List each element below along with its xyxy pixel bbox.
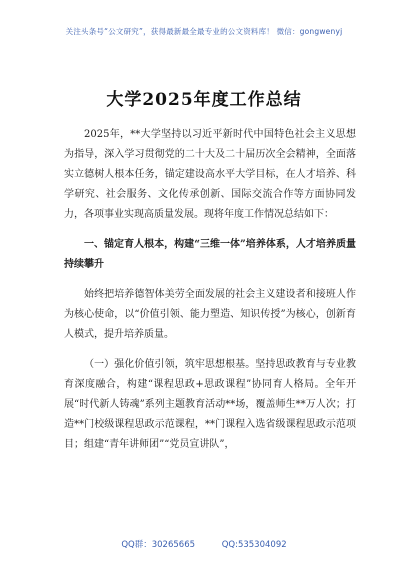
- footer-qq: QQ:535304092: [221, 540, 287, 550]
- header-note: 关注头条号“公文研究”，获得最新最全最专业的公文资料库！ 微信：gongwenyj: [65, 27, 343, 36]
- footer-qq-group: QQ群：30265665: [121, 540, 196, 550]
- subsection-1-paragraph: （一）强化价值引领，筑牢思想根基。坚持思政教育与专业教育深度融合，构建“课程思政+思政课程”协同育人格局。全年开展“时代新人铸魂”系列主题教育活动**场，覆盖师生**万人次；打造**门校级课程思政示范课程，**门课程入选省级课程思政示范项目；组建“青年讲师团”“党员宣讲队”，: [64, 359, 356, 450]
- section-heading-1: 一、锚定育人根本，构建“三维一体”培养体系，人才培养质量持续攀升: [64, 239, 356, 270]
- document-body: [64, 125, 356, 455]
- intro-paragraph: 2025年，**大学坚持以习近平新时代中国特色社会主义思想为指导，深入学习贯彻党的二十大及二十届历次全会精神，全面落实立德树人根本任务，锚定建设高水平大学目标，在人才培养、科学研究、社会服务、文化传承创新、国际交流合作等方面协同发力，各项事业实现高质量发展。现将年度工作情况总结如下：: [64, 129, 356, 220]
- footer: [0, 538, 408, 550]
- page-title: 大学2025年度工作总结: [106, 90, 302, 110]
- section-1-paragraph: 始终把培养德智体美劳全面发展的社会主义建设者和接班人作为核心使命，以“价值引领、能力塑造、知识传授”为核心，创新育人模式，提升培养质量。: [64, 289, 356, 340]
